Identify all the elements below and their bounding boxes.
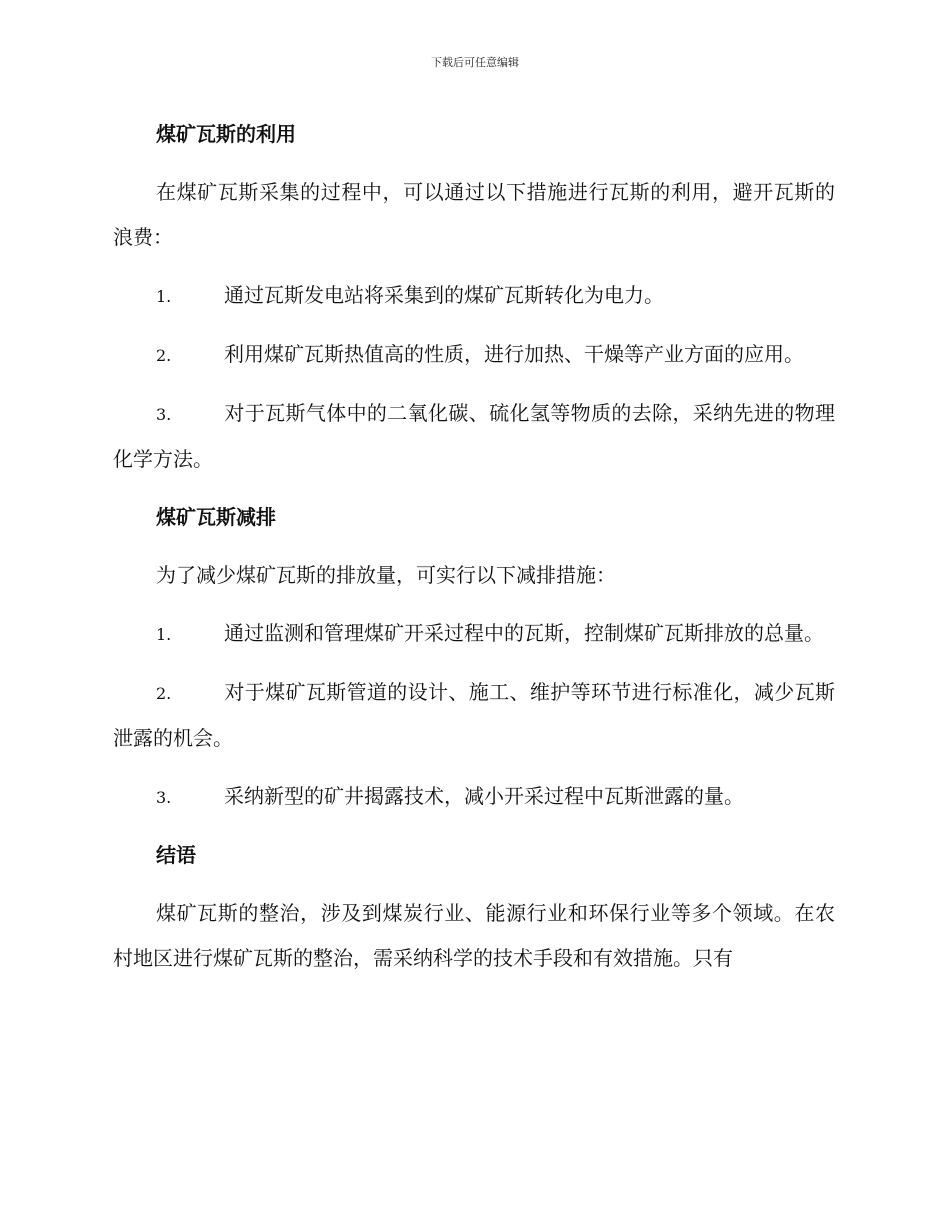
section-intro-reduction: 为了减少煤矿瓦斯的排放量，可实行以下减排措施： <box>156 563 616 587</box>
section-heading-utilization: 煤矿瓦斯的利用 <box>156 122 296 146</box>
section-heading-reduction: 煤矿瓦斯减排 <box>156 505 276 529</box>
list-item-text: 对于煤矿瓦斯管道的设计、施工、维护等环节进行标准化，减少瓦斯泄露的机会。 <box>113 680 835 750</box>
list-item-number: 1. <box>156 287 172 306</box>
list-item <box>113 670 835 761</box>
list-item-number: 1. <box>156 625 172 644</box>
list-item <box>113 774 835 820</box>
list-item-number: 3. <box>156 788 172 807</box>
list-item <box>113 273 835 319</box>
section-intro-conclusion: 煤矿瓦斯的整治，涉及到煤炭行业、能源行业和环保行业等多个领域。在农村地区进行煤矿瓦斯的整治，需采纳科学的技术手段和有效措施。只有 <box>113 901 835 970</box>
page-header: 下载后可任意编辑 <box>431 56 519 69</box>
document-body <box>113 112 835 994</box>
list-item <box>113 391 835 482</box>
list-item-text: 采纳新型的矿井揭露技术，减小开采过程中瓦斯泄露的量。 <box>224 784 744 808</box>
list-item-number: 3. <box>156 405 172 424</box>
list-item-text: 对于瓦斯气体中的二氧化碳、硫化氢等物质的去除，采纳先进的物理化学方法。 <box>113 401 835 471</box>
list-item-text: 通过监测和管理煤矿开采过程中的瓦斯，控制煤矿瓦斯排放的总量。 <box>224 621 824 645</box>
list-item-number: 2. <box>156 346 172 365</box>
section-heading-conclusion: 结语 <box>156 843 196 867</box>
list-item-text: 利用煤矿瓦斯热值高的性质，进行加热、干燥等产业方面的应用。 <box>224 342 804 366</box>
list-item <box>113 611 835 657</box>
list-item-number: 2. <box>156 684 172 703</box>
section-intro-utilization: 在煤矿瓦斯采集的过程中，可以通过以下措施进行瓦斯的利用，避开瓦斯的浪费： <box>113 180 835 249</box>
list-item-text: 通过瓦斯发电站将采集到的煤矿瓦斯转化为电力。 <box>224 283 664 307</box>
list-item <box>113 332 835 378</box>
